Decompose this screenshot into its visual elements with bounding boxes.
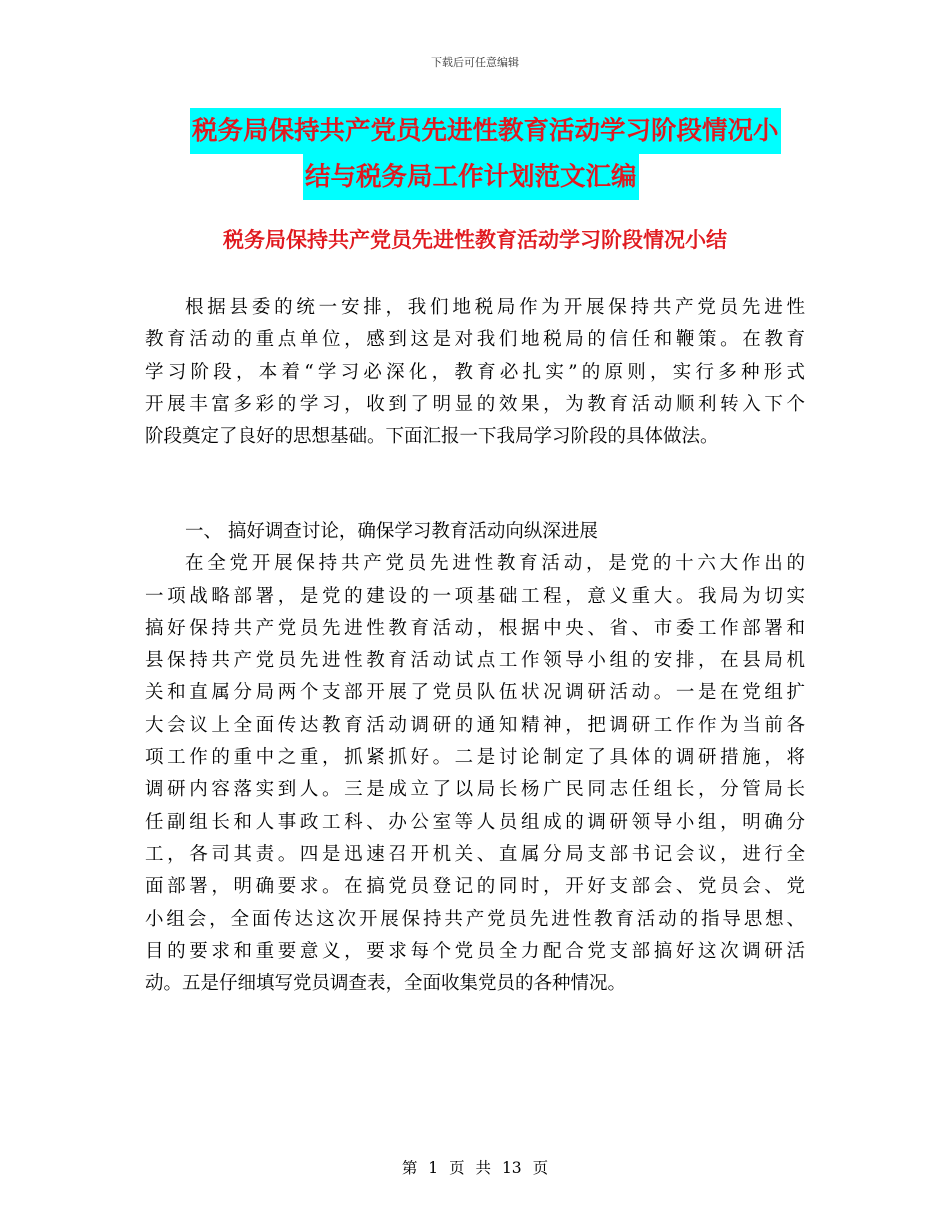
- paragraph-intro: [145, 292, 805, 453]
- section-title: 税务局保持共产党员先进性教育活动学习阶段情况小结: [223, 228, 727, 252]
- paragraph-line: 县保持共产党员先进性教育活动试点工作领导小组的安排，在县局机: [145, 650, 805, 672]
- paragraph-line: 关和直属分局两个支部开展了党员队伍状况调研活动。一是在党组扩: [145, 682, 805, 704]
- paragraph-line: 在全党开展保持共产党员先进性教育活动，是党的十六大作出的: [185, 553, 805, 575]
- paragraph-line: 目的要求和重要意义，要求每个党员全力配合党支部搞好这次调研活: [145, 940, 805, 962]
- paragraph-line: 调研内容落实到人。三是成立了以局长杨广民同志任组长，分管局长: [145, 779, 805, 801]
- paragraph-line: 任副组长和人事政工科、办公室等人员组成的调研领导小组，明确分: [145, 811, 805, 833]
- header-note: 下载后可任意编辑: [431, 56, 519, 69]
- paragraph-line: 教育活动的重点单位，感到这是对我们地税局的信任和鞭策。在教育: [145, 329, 805, 351]
- paragraph-line: 搞好保持共产党员先进性教育活动，根据中央、省、市委工作部署和: [145, 617, 805, 639]
- paragraph-line: 工，各司其责。四是迅速召开机关、直属分局支部书记会议，进行全: [145, 843, 805, 865]
- paragraph-line: 动。五是仔细填写党员调查表，全面收集党员的各种情况。: [145, 973, 627, 995]
- document-title-line-1: 税务局保持共产党员先进性教育活动学习阶段情况小: [190, 108, 781, 154]
- paragraph-line: 小组会，全面传达这次开展保持共产党员先进性教育活动的指导思想、: [145, 908, 805, 930]
- paragraph-line: 面部署，明确要求。在搞党员登记的同时，开好支部会、党员会、党: [145, 876, 805, 898]
- paragraph-line: 根据县委的统一安排，我们地税局作为开展保持共产党员先进性: [185, 297, 805, 318]
- section-one: [145, 516, 805, 1000]
- paragraph-line: 学习阶段，本着“学习必深化，教育必扎实”的原则，实行多种形式: [145, 361, 805, 383]
- paragraph-line: 项工作的重中之重，抓紧抓好。二是讨论制定了具体的调研措施，将: [145, 747, 805, 769]
- paragraph-line: 开展丰富多彩的学习，收到了明显的效果，为教育活动顺利转入下个: [145, 393, 805, 415]
- section-heading: 一、 搞好调查讨论，确保学习教育活动向纵深进展: [185, 521, 598, 542]
- document-title: [190, 108, 810, 200]
- paragraph-line: 大会议上全面传达教育活动调研的通知精神，把调研工作作为当前各: [145, 714, 805, 736]
- paragraph-line: 一项战略部署，是党的建设的一项基础工程，意义重大。我局为切实: [145, 585, 805, 607]
- paragraph-line: 阶段奠定了良好的思想基础。下面汇报一下我局学习阶段的具体做法。: [145, 426, 719, 448]
- page-footer: 第 1 页 共 13 页: [401, 1159, 549, 1177]
- document-title-line-2: 结与税务局工作计划范文汇编: [303, 154, 639, 200]
